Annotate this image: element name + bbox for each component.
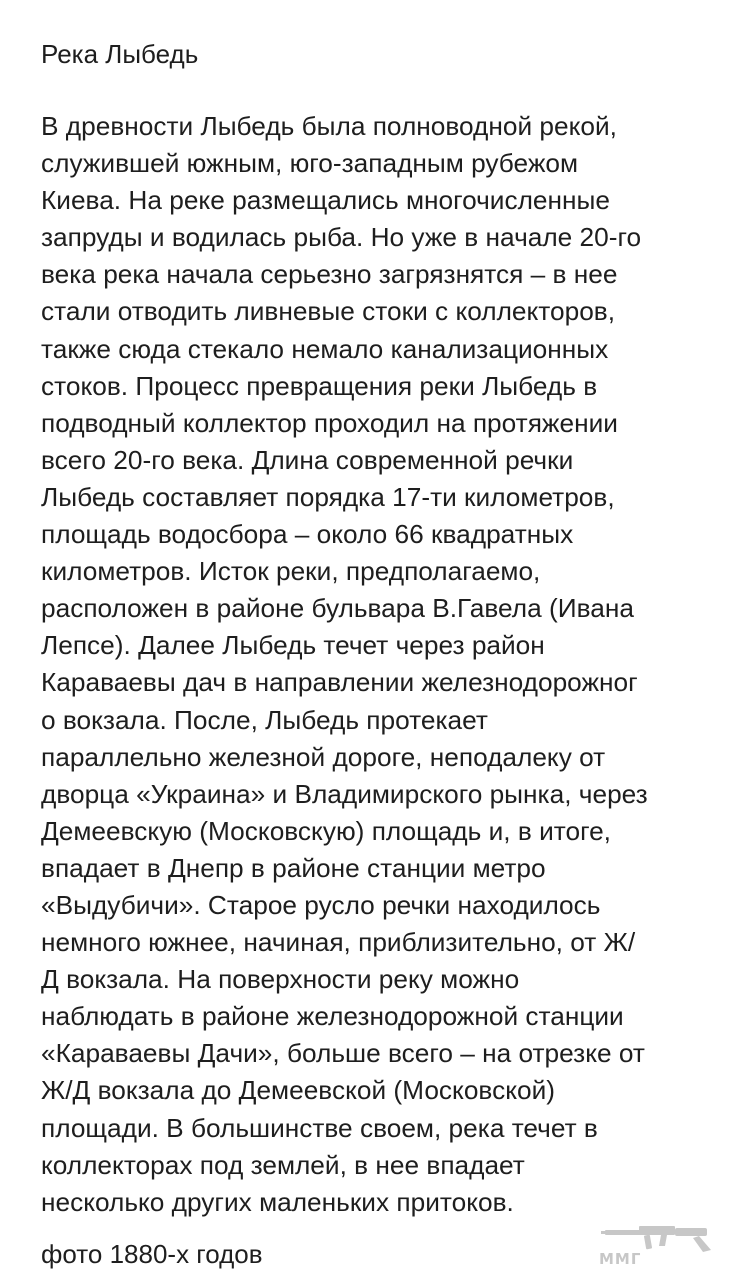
document-title: Река Лыбедь	[41, 39, 199, 69]
body-line: площадь водосбора – около 66 квадратных	[41, 519, 574, 550]
body-line: века река начала серьезно загрязнятся – в нее	[41, 259, 618, 290]
body-line: «Караваевы Дачи», больше всего – на отрезке от	[41, 1038, 645, 1069]
body-line: Киева. На реке размещались многочисленные	[41, 185, 610, 216]
body-line: подводный коллектор проходил на протяжении	[41, 407, 618, 438]
body-line: Д вокзала. На поверхности реку можно	[41, 964, 520, 995]
body-line: также сюда стекало немало канализационных	[41, 333, 609, 364]
body-line: В древности Лыбедь была полноводной рекой,	[41, 111, 617, 141]
body-line: всего 20-го века. Длина современной речки	[41, 444, 574, 475]
body-line: коллекторах под землей, в нее впадает	[41, 1149, 525, 1180]
body-line: расположен в районе бульвара В.Гавела (Ивана	[41, 593, 634, 624]
body-line: Лепсе). Далее Лыбедь течет через район	[41, 630, 545, 661]
body-line: служившей южным, юго-западным рубежом	[41, 148, 579, 179]
body-line: наблюдать в районе железнодорожной станции	[41, 1001, 624, 1032]
body-line: запруды и водилась рыба. Но уже в начале 20-го	[41, 222, 642, 253]
body-line: параллельно железной дороге, неподалеку от	[41, 741, 606, 772]
body-line: площади. В большинстве своем, река течет в	[41, 1112, 598, 1143]
body-line: «Выдубичи». Старое русло речки находилось	[41, 889, 601, 920]
body-line: Лыбедь составляет порядка 17-ти километров,	[41, 481, 615, 512]
article-body	[41, 108, 729, 1221]
body-line: о вокзала. После, Лыбедь протекает	[41, 704, 488, 735]
photo-caption: фото 1880-х годов	[41, 1239, 263, 1269]
body-line: несколько других маленьких притоков.	[41, 1186, 514, 1217]
body-line: Демеевскую (Московскую) площадь и, в итоге,	[41, 815, 611, 846]
watermark-text: ММГ	[599, 1250, 642, 1268]
body-line: стали отводить ливневые стоки с коллекторов,	[41, 296, 616, 327]
body-line: стоков. Процесс превращения реки Лыбедь в	[41, 370, 598, 401]
site-watermark	[599, 1216, 717, 1270]
body-line: впадает в Днепр в районе станции метро	[41, 852, 546, 883]
body-line: Караваевы дач в направлении железнодорожног	[41, 667, 638, 698]
body-line: дворца «Украина» и Владимирского рынка, через	[41, 778, 648, 809]
body-line: Ж/Д вокзала до Демеевской (Московской)	[41, 1075, 555, 1106]
body-line: километров. Исток реки, предполагаемо,	[41, 556, 541, 587]
body-line: немного южнее, начиная, приблизительно, от Ж/	[41, 927, 636, 958]
